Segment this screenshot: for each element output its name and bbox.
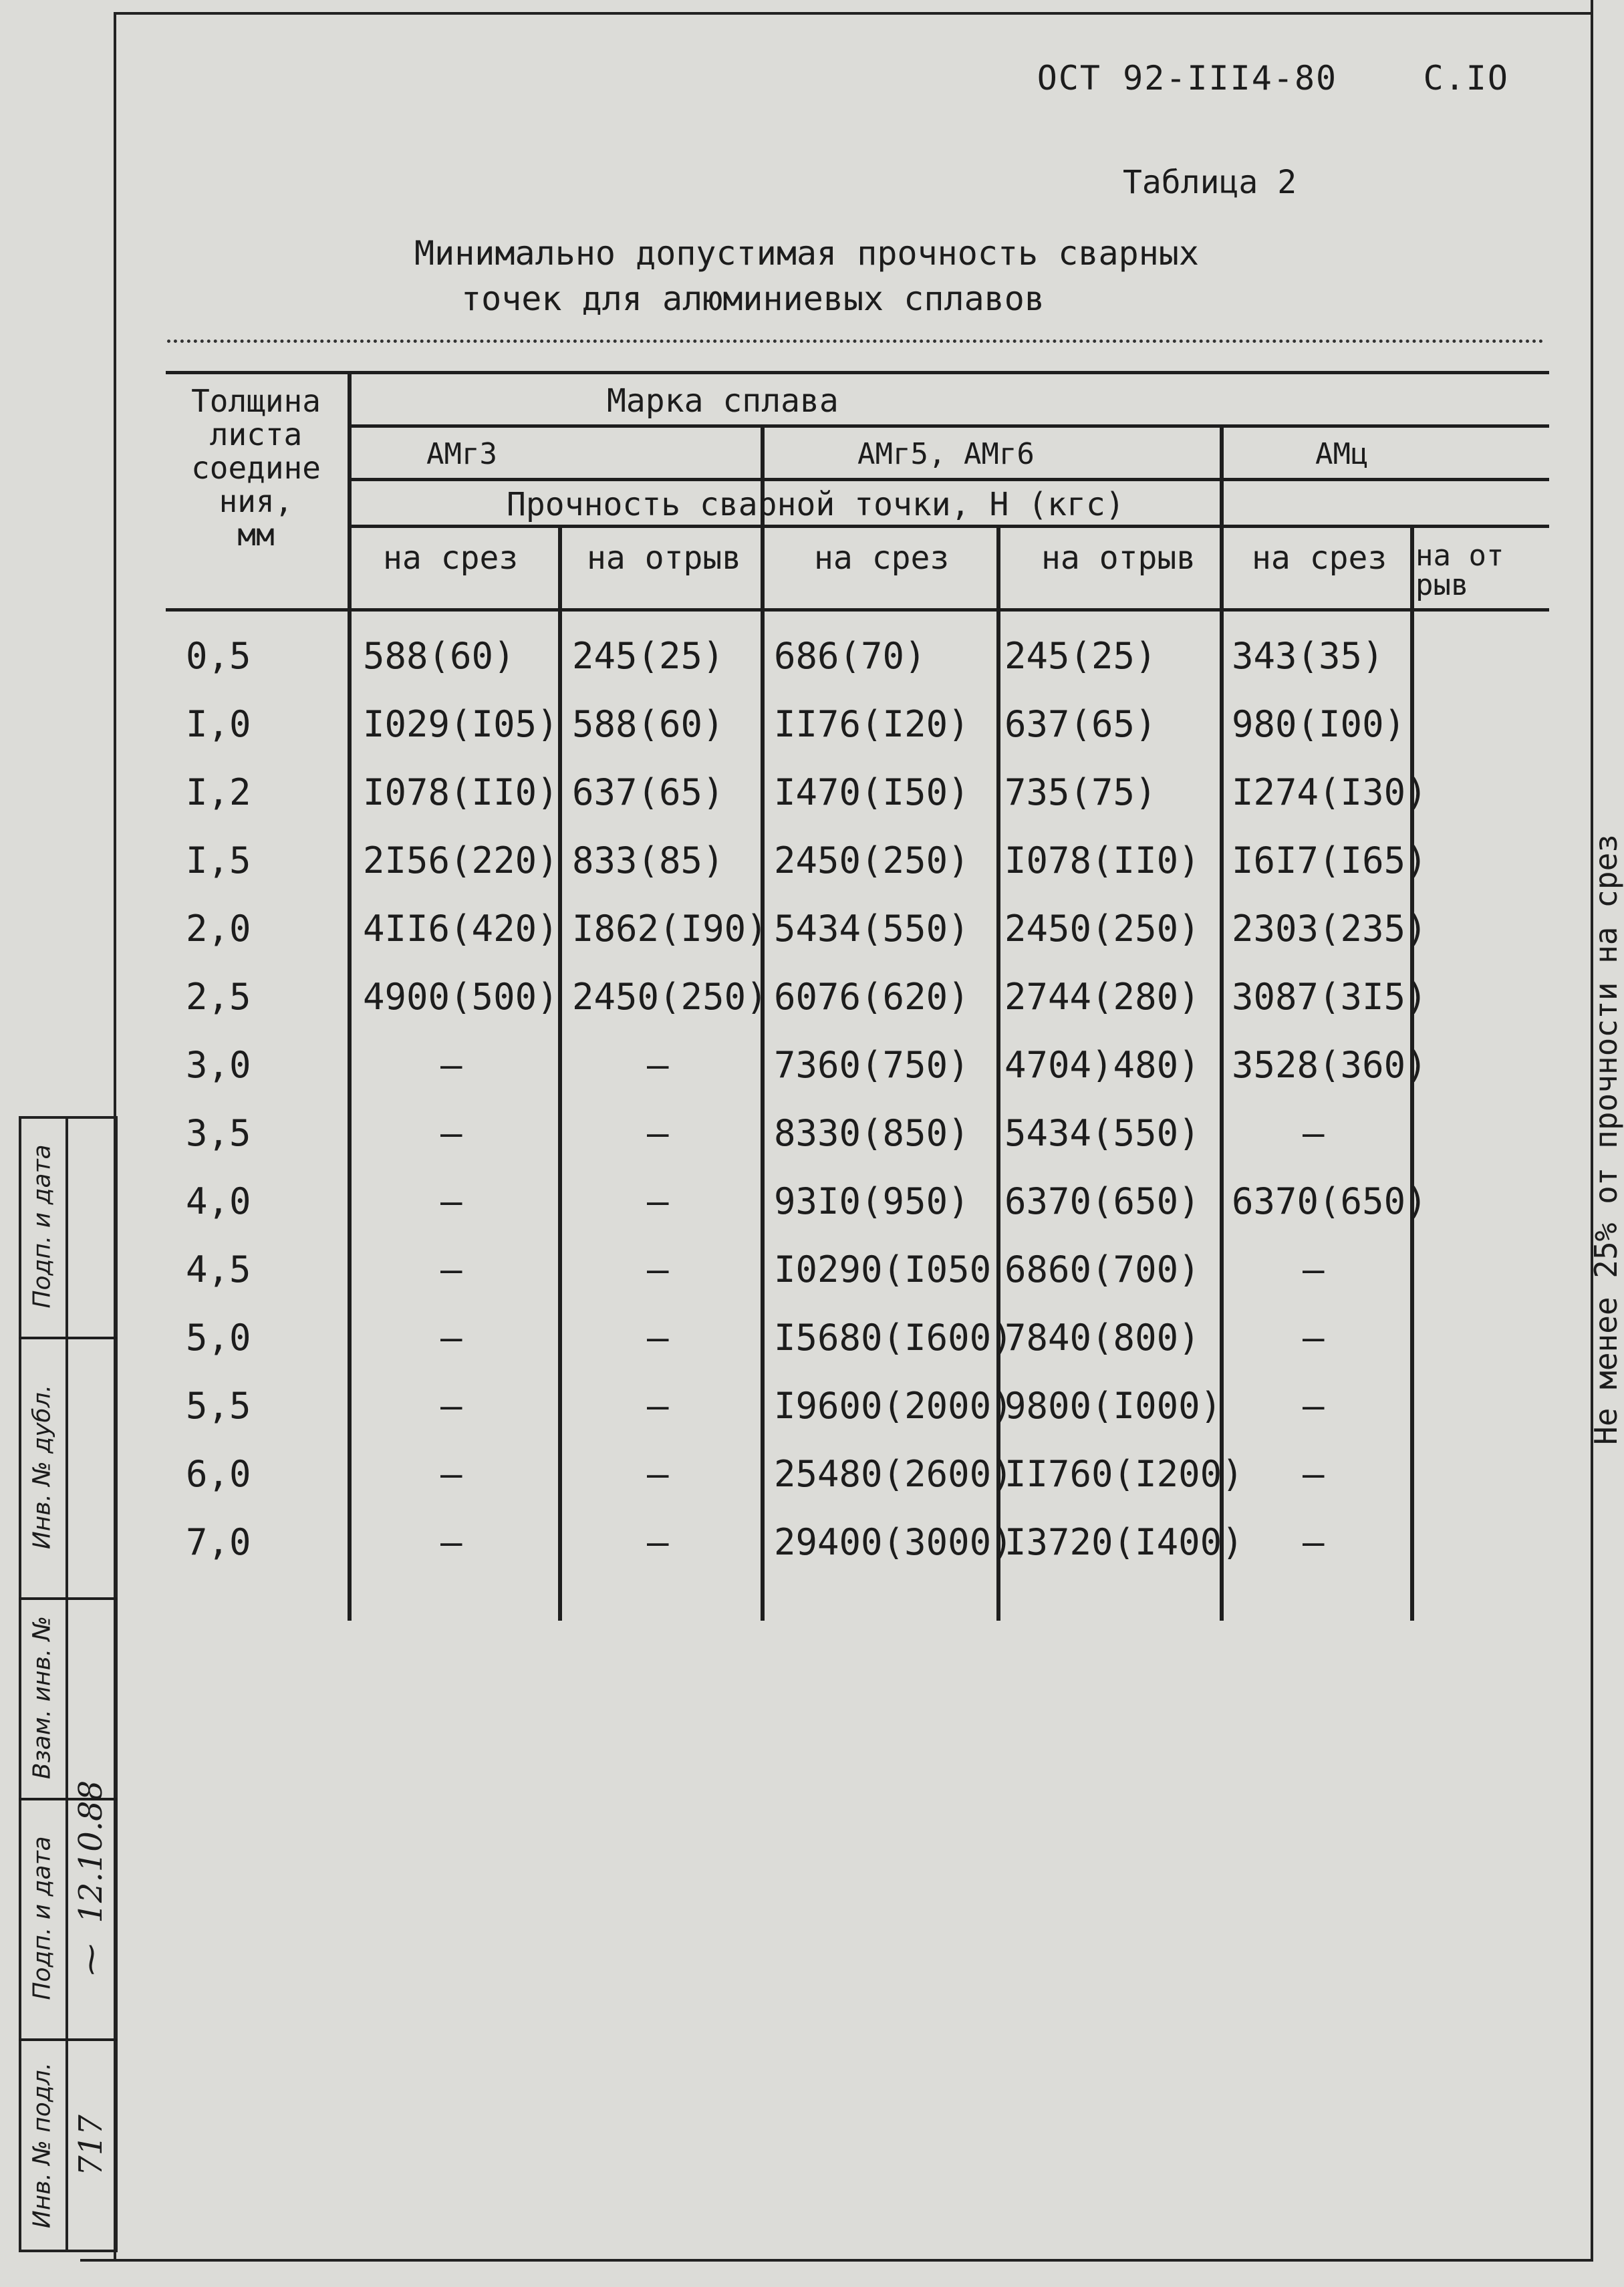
thickness-header-line-3: соедине — [191, 450, 321, 486]
strength-cell: 2450(250) — [774, 839, 970, 882]
table-title — [414, 231, 1283, 321]
strength-cell: 7840(800) — [1004, 1317, 1200, 1359]
strength-table — [166, 371, 1624, 1621]
strength-cell: 2450(250) — [1004, 908, 1200, 950]
thickness-cell: I,0 — [186, 703, 251, 745]
strength-cell: – — [440, 1453, 462, 1495]
strength-cell: 25480(2600) — [774, 1453, 1013, 1495]
thickness-header-line-4: ния, — [219, 483, 293, 519]
page-number: С.IO — [1423, 59, 1509, 98]
stamp-signature: ⁓ 12.10.88 — [72, 1780, 110, 1976]
strength-cell: 2450(250) — [572, 976, 768, 1018]
amg5-shear-header: на срез — [814, 539, 950, 577]
strength-cell: I9600(2000) — [774, 1385, 1013, 1427]
strength-cell: – — [647, 1248, 669, 1291]
strength-cell: 833(85) — [572, 839, 724, 882]
thickness-cell: I,5 — [186, 839, 251, 882]
strength-cell: – — [647, 1453, 669, 1495]
stamp-divider-4 — [19, 2038, 118, 2041]
strength-cell: – — [647, 1317, 669, 1359]
thickness-cell: 7,0 — [186, 1521, 251, 1563]
strength-cell: – — [440, 1112, 462, 1154]
strength-cell: – — [1303, 1453, 1325, 1495]
strength-cell: – — [1303, 1317, 1325, 1359]
thickness-cell: 5,5 — [186, 1385, 251, 1427]
stamp-column-divider — [65, 1116, 68, 2252]
strength-cell: 2303(235) — [1232, 908, 1428, 950]
strength-cell: 735(75) — [1004, 771, 1157, 813]
strength-cell: 588(60) — [363, 635, 515, 677]
thickness-header-line-2: листа — [209, 416, 303, 452]
strength-cell: 4704)480) — [1004, 1044, 1200, 1086]
thickness-header-line-5: мм — [237, 517, 275, 553]
strength-cell: 2I56(220) — [363, 839, 559, 882]
amg3-tear-header: на отрыв — [587, 539, 742, 577]
thickness-cell: 3,5 — [186, 1112, 251, 1154]
alloy-amg5-amg6: АМг5, АМг6 — [857, 437, 1035, 471]
strength-cell: – — [440, 1044, 462, 1086]
thickness-cell: 2,5 — [186, 976, 251, 1018]
strength-cell: – — [647, 1521, 669, 1563]
document-code — [1037, 59, 1509, 98]
strength-cell: 2744(280) — [1004, 976, 1200, 1018]
strength-cell: 245(25) — [1004, 635, 1157, 677]
strength-cell: 6076(620) — [774, 976, 970, 1018]
strength-cell: II760(I200) — [1004, 1453, 1244, 1495]
thickness-cell: 2,0 — [186, 908, 251, 950]
amc-tear-header-line-1: на от — [1415, 539, 1504, 573]
stamp-divider-1 — [19, 1337, 118, 1339]
strength-cell: 6860(700) — [1004, 1248, 1200, 1291]
strength-cell: 9800(I000) — [1004, 1385, 1222, 1427]
strength-cell: – — [1303, 1112, 1325, 1154]
amc-tear-header-line-2: рыв — [1415, 568, 1469, 602]
strength-header: Прочность сварной точки, Н (кгс) — [507, 486, 1125, 523]
thickness-cell: 0,5 — [186, 635, 251, 677]
stamp-label-orig-inv: Инв. № подл. — [28, 2062, 56, 2229]
column-divider-amg3-amg5 — [761, 424, 765, 1621]
strength-cell: – — [440, 1248, 462, 1291]
strength-cell: I0290(I050 — [774, 1248, 992, 1291]
stamp-label-sign-date-1: Подп. и дата — [28, 1144, 56, 1309]
strength-cell: I862(I90) — [572, 908, 768, 950]
strength-cell: – — [440, 1180, 462, 1222]
dotted-separator — [167, 340, 1544, 343]
thickness-cell: I,2 — [186, 771, 251, 813]
amg5-tear-header: на отрыв — [1041, 539, 1196, 577]
strength-cell: 4900(500) — [363, 976, 559, 1018]
strength-cell: – — [1303, 1521, 1325, 1563]
page-frame-bottom — [80, 2259, 1593, 2262]
strength-cell: 245(25) — [572, 635, 724, 677]
strength-cell: I274(I30) — [1232, 771, 1428, 813]
title-line-2: точек для алюминиевых сплавов — [461, 279, 1045, 318]
strength-cell: 588(60) — [572, 703, 724, 745]
column-divider-amg3 — [558, 525, 562, 1621]
stamp-date: 12.10.88 — [72, 1780, 110, 1923]
strength-cell: – — [1303, 1248, 1325, 1291]
strength-cell: – — [440, 1317, 462, 1359]
alloy-header: Марка сплава — [607, 382, 839, 420]
strength-cell: – — [647, 1112, 669, 1154]
page-frame-top — [114, 12, 1591, 15]
alloy-header-line — [350, 424, 1549, 428]
alloy-names-line — [350, 478, 1549, 481]
strength-cell: I5680(I600) — [774, 1317, 1013, 1359]
strength-cell: 7360(750) — [774, 1044, 970, 1086]
stamp-label-replace-inv: Взам. инв. № — [28, 1615, 56, 1780]
header-bottom-line — [166, 608, 1549, 612]
amc-shear-header: на срез — [1252, 539, 1387, 577]
strength-cell: – — [1303, 1385, 1325, 1427]
strength-cell: 3087(3I5) — [1232, 976, 1428, 1018]
stamp-divider-2 — [19, 1597, 118, 1600]
standard-number: ОСТ 92-III4-80 — [1037, 59, 1338, 98]
strength-cell: I078(II0) — [1004, 839, 1200, 882]
amc-tear-header — [1415, 541, 1504, 600]
strength-cell: 5434(550) — [1004, 1112, 1200, 1154]
tear-strength-note: Не менее 25% от прочности на срез — [1588, 834, 1624, 1445]
strength-cell: 686(70) — [774, 635, 926, 677]
title-line-1: Минимально допустимая прочность сварных — [414, 234, 1199, 273]
strength-cell: I078(II0) — [363, 771, 559, 813]
strength-cell: I029(I05) — [363, 703, 559, 745]
strength-cell: 5434(550) — [774, 908, 970, 950]
table-label: Таблица 2 — [1123, 164, 1297, 201]
strength-cell: – — [440, 1521, 462, 1563]
strength-cell: – — [647, 1385, 669, 1427]
strength-cell: – — [647, 1044, 669, 1086]
stamp-label-dup-inv: Инв. № дубл. — [28, 1384, 56, 1550]
stamp-inv-number: 717 — [72, 2115, 110, 2176]
strength-cell: 343(35) — [1232, 635, 1384, 677]
strength-cell: I6I7(I65) — [1232, 839, 1428, 882]
thickness-cell: 3,0 — [186, 1044, 251, 1086]
strength-cell: 637(65) — [1004, 703, 1157, 745]
strength-cell: I470(I50) — [774, 771, 970, 813]
strength-cell: 6370(650) — [1004, 1180, 1200, 1222]
strength-cell: 3528(360) — [1232, 1044, 1428, 1086]
thickness-cell: 4,0 — [186, 1180, 251, 1222]
thickness-cell: 6,0 — [186, 1453, 251, 1495]
strength-cell: I3720(I400) — [1004, 1521, 1244, 1563]
amg3-shear-header: на срез — [383, 539, 519, 577]
strength-cell: – — [647, 1180, 669, 1222]
column-divider-amg5-amc — [1220, 424, 1224, 1621]
thickness-cell: 5,0 — [186, 1317, 251, 1359]
table-top-border — [166, 371, 1549, 374]
stamp-label-sign-date-2: Подп. и дата — [28, 1836, 56, 2000]
alloy-amc: АМц — [1315, 437, 1369, 471]
strength-header-line — [350, 525, 1549, 528]
thickness-header-line-1: Толщина — [191, 383, 321, 419]
column-divider-thickness — [348, 371, 352, 1621]
strength-cell: – — [440, 1385, 462, 1427]
margin-stamp — [19, 1116, 118, 2252]
strength-cell: 29400(3000) — [774, 1521, 1013, 1563]
strength-cell: 980(I00) — [1232, 703, 1406, 745]
strength-cell: II76(I20) — [774, 703, 970, 745]
thickness-header — [166, 384, 346, 551]
strength-cell: 8330(850) — [774, 1112, 970, 1154]
thickness-cell: 4,5 — [186, 1248, 251, 1291]
strength-cell: 6370(650) — [1232, 1180, 1428, 1222]
strength-cell: 93I0(950) — [774, 1180, 970, 1222]
strength-cell: 637(65) — [572, 771, 724, 813]
strength-cell: 4II6(420) — [363, 908, 559, 950]
alloy-amg3: АМг3 — [426, 437, 497, 471]
